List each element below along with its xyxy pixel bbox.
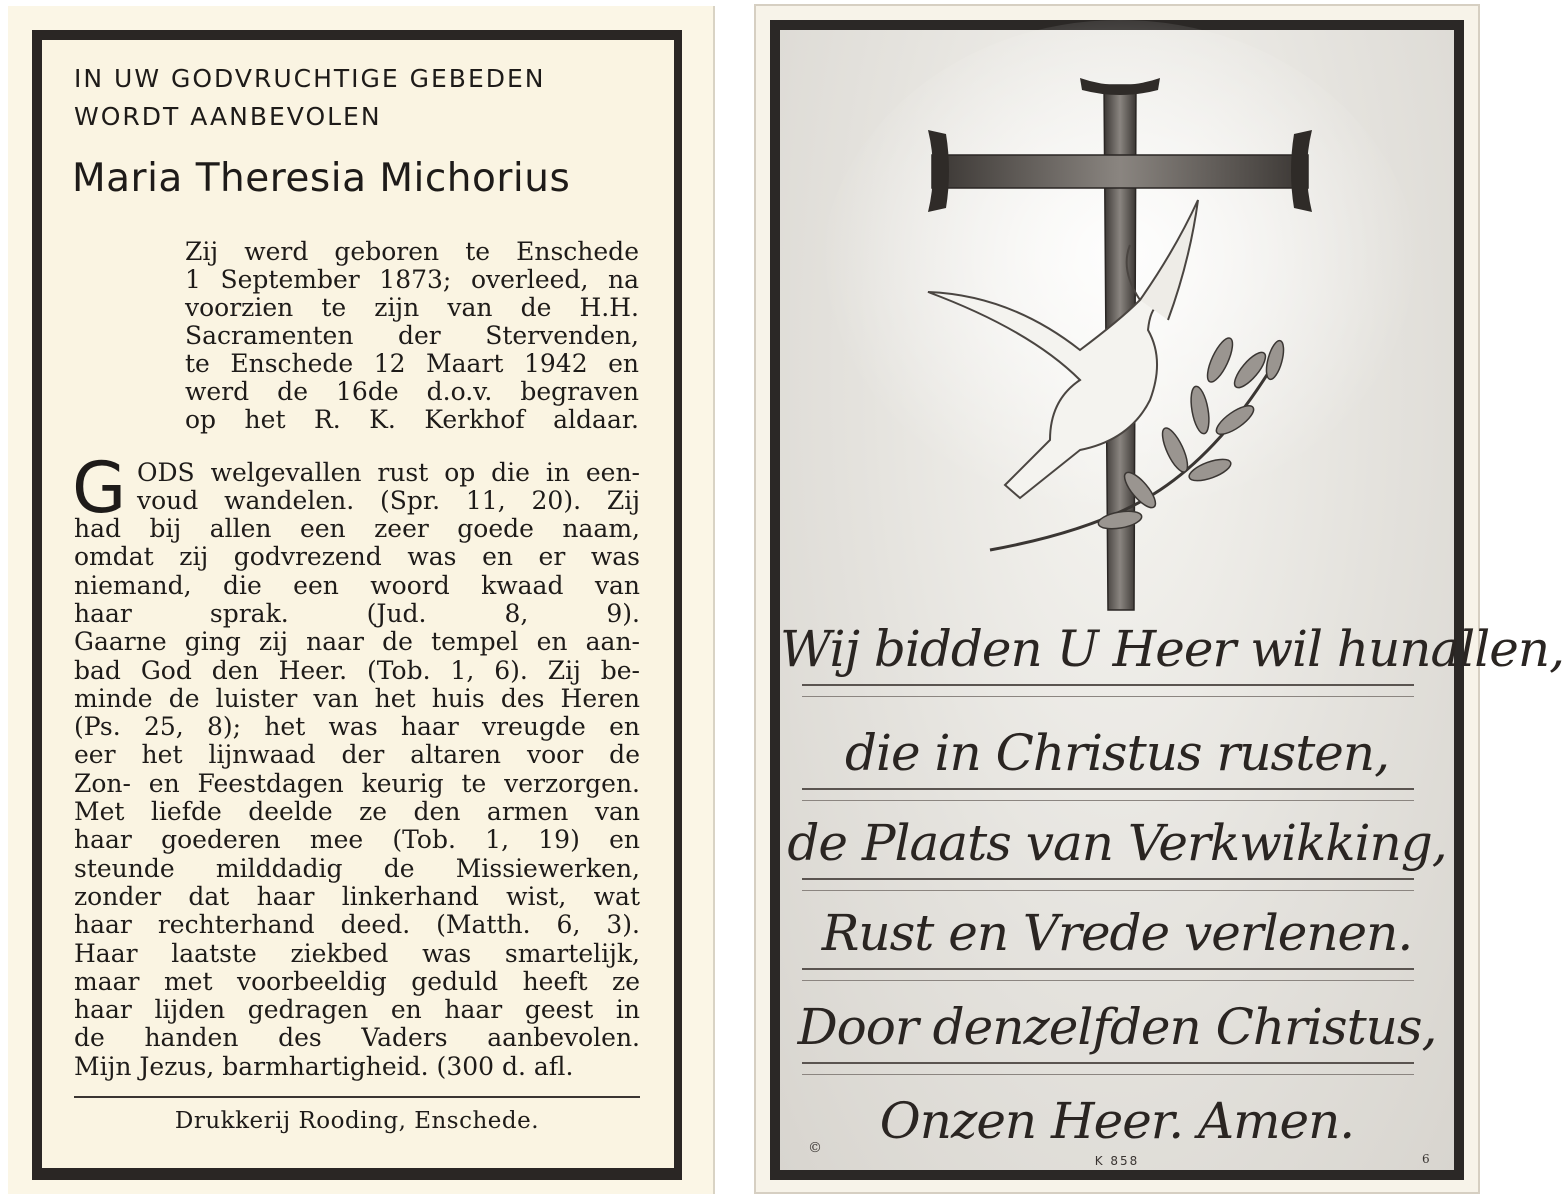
- body-line: eer het lijnwaad der altaren voor de: [74, 740, 640, 770]
- page-number: 6: [1422, 1152, 1430, 1166]
- printer-credit: Drukkerij Rooding, Enschede.: [174, 1108, 540, 1134]
- cross-dove-illustration: [780, 30, 1454, 630]
- deceased-name: Maria Theresia Michorius: [72, 156, 571, 201]
- intro-line-2: WORDT AANBEVOLEN: [74, 102, 382, 131]
- body-line: omdat zij godvrezend was en er was: [74, 542, 640, 572]
- bio-line: 1 September 1873; overleed, na: [185, 265, 639, 294]
- body-line: bad God den Heer. (Tob. 1, 6). Zij be-: [74, 655, 640, 685]
- body-line: Haar laatste ziekbed was smartelijk,: [74, 938, 640, 968]
- intro-line-1: IN UW GODVRUCHTIGE GEBEDEN: [74, 64, 546, 93]
- body-line: voud wandelen. (Spr. 11, 20). Zij: [137, 486, 640, 515]
- bio-line: Zij werd geboren te Enschede: [185, 237, 639, 266]
- body-line: de handen des Vaders aanbevolen.: [74, 1023, 640, 1053]
- prayer-line: die in Christus rusten,: [845, 724, 1389, 782]
- prayer-rule: [802, 968, 1414, 981]
- bio-line: Sacramenten der Stervenden,: [185, 321, 639, 350]
- body-line: minde de luister van het huis des Heren: [74, 683, 640, 713]
- body-line: haar lijden gedragen en haar geest in: [74, 995, 640, 1025]
- body-line: haar goederen mee (Tob. 1, 19) en: [74, 825, 640, 855]
- body-line: haar sprak. (Jud. 8, 9).: [74, 598, 640, 628]
- body-line: steunde milddadig de Missiewerken,: [74, 853, 640, 883]
- prayer-line: de Plaats van Verkwikking,: [787, 814, 1447, 872]
- prayer-rule: [802, 878, 1414, 891]
- body-line: maar met voorbeeldig geduld heeft ze: [74, 966, 640, 996]
- body-line: zonder dat haar linkerhand wist, wat: [74, 881, 640, 911]
- left-card: [8, 6, 715, 1194]
- right-card-frame: [770, 20, 1564, 1180]
- prayer-line: Onzen Heer. Amen.: [879, 1092, 1355, 1150]
- divider-rule: [74, 1096, 640, 1098]
- prayer-rule: [802, 1062, 1414, 1075]
- body-line: Zon- en Feestdagen keurig te verzorgen.: [74, 768, 640, 798]
- catalog-number: K 858: [1094, 1154, 1140, 1168]
- bio-line: te Enschede 12 Maart 1942 en: [185, 349, 639, 378]
- prayer-line: Rust en Vrede verlenen.: [821, 904, 1413, 962]
- body-line: niemand, die een woord kwaad van: [74, 570, 640, 600]
- body-line: Met liefde deelde ze den armen van: [74, 797, 640, 826]
- body-line: ODS welgevallen rust op die in een-: [137, 458, 640, 487]
- prayer-line: Door denzelfden Christus,: [797, 998, 1437, 1056]
- prayer-rule: [802, 684, 1414, 697]
- left-card-frame: [32, 30, 682, 1180]
- copyright-mark: ©: [808, 1140, 822, 1156]
- body-line: Mijn Jezus, barmhartigheid. (300 d. afl.: [74, 1051, 574, 1081]
- body-line: had bij allen een zeer goede naam,: [74, 514, 640, 543]
- right-card: [754, 4, 1564, 1194]
- body-line: haar rechterhand deed. (Matth. 6, 3).: [74, 910, 640, 940]
- prayer-line: Wij bidden U Heer wil hunallen,: [780, 620, 1564, 678]
- drop-cap: G: [72, 447, 127, 529]
- bio-line: op het R. K. Kerkhof aldaar.: [185, 405, 639, 434]
- prayer-rule: [802, 788, 1414, 801]
- bio-line: voorzien te zijn van de H.H.: [185, 293, 639, 322]
- bio-line: werd de 16de d.o.v. begraven: [185, 377, 639, 406]
- body-line: (Ps. 25, 8); het was haar vreugde en: [74, 712, 640, 742]
- body-line: Gaarne ging zij naar de tempel en aan-: [74, 627, 640, 657]
